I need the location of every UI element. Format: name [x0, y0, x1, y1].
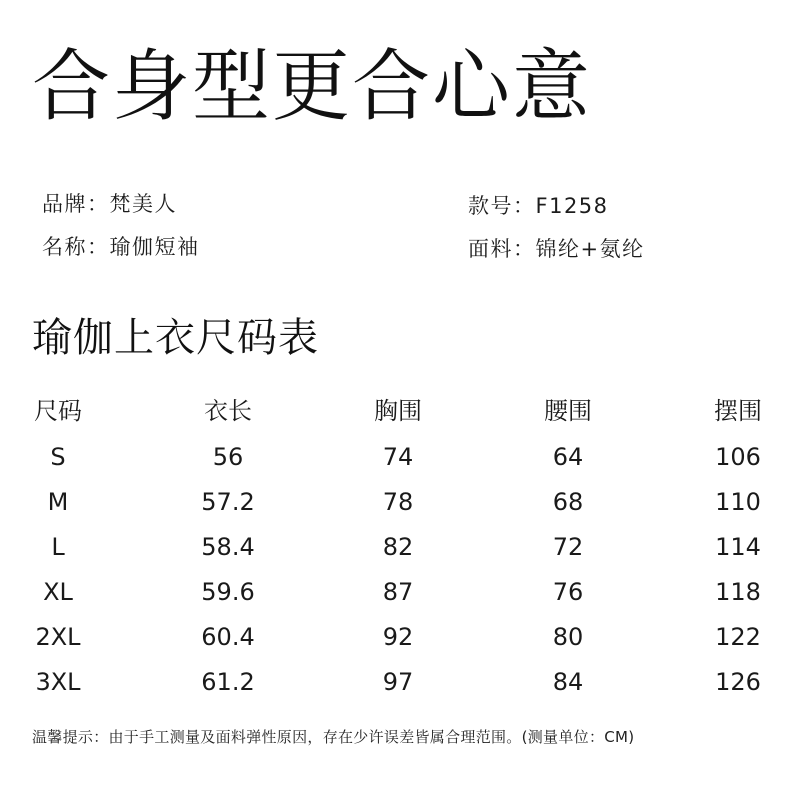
header-size: 尺码 [34, 397, 82, 425]
size-chart-title: 瑜伽上衣尺码表 [32, 315, 319, 361]
header-waist: 腰围 [544, 397, 592, 425]
table-cell: 84 [552, 668, 584, 696]
table-cell: 110 [715, 488, 761, 516]
table-cell: 72 [552, 533, 584, 561]
table-cell: 118 [715, 578, 761, 606]
measurement-note: 温馨提示：由于手工测量及面料弹性原因，存在少许误差皆属合理范围。(测量单位：CM) [32, 728, 635, 746]
table-cell: S [50, 443, 66, 471]
table-cell: L [51, 533, 65, 561]
table-cell: 57.2 [201, 488, 255, 516]
table-cell: 87 [382, 578, 414, 606]
fabric-info: 面料：锦纶+氨纶 [468, 237, 645, 261]
table-cell: 126 [715, 668, 761, 696]
table-cell: 3XL [35, 668, 81, 696]
table-cell: 80 [552, 623, 584, 651]
table-cell: 60.4 [201, 623, 255, 651]
table-cell: 76 [552, 578, 584, 606]
table-cell: 56 [212, 443, 244, 471]
table-cell: 59.6 [201, 578, 255, 606]
table-cell: XL [43, 578, 73, 606]
header-length: 衣长 [204, 397, 252, 425]
table-cell: 92 [382, 623, 414, 651]
table-cell: 114 [715, 533, 761, 561]
table-cell: 106 [715, 443, 761, 471]
table-cell: 97 [382, 668, 414, 696]
table-cell: 64 [552, 443, 584, 471]
table-cell: 122 [715, 623, 761, 651]
table-cell: 2XL [35, 623, 81, 651]
table-cell: 74 [382, 443, 414, 471]
header-chest: 胸围 [374, 397, 422, 425]
style-number-info: 款号：F1258 [468, 194, 609, 218]
product-name-info: 名称：瑜伽短袖 [42, 235, 200, 259]
table-cell: 78 [382, 488, 414, 516]
table-cell: 68 [552, 488, 584, 516]
headline: 合身型更合心意 [32, 42, 593, 132]
table-cell: 58.4 [201, 533, 255, 561]
table-cell: 61.2 [201, 668, 255, 696]
header-hem: 摆围 [714, 397, 762, 425]
brand-info: 品牌：梵美人 [42, 192, 177, 216]
table-cell: 82 [382, 533, 414, 561]
table-cell: M [47, 488, 69, 516]
